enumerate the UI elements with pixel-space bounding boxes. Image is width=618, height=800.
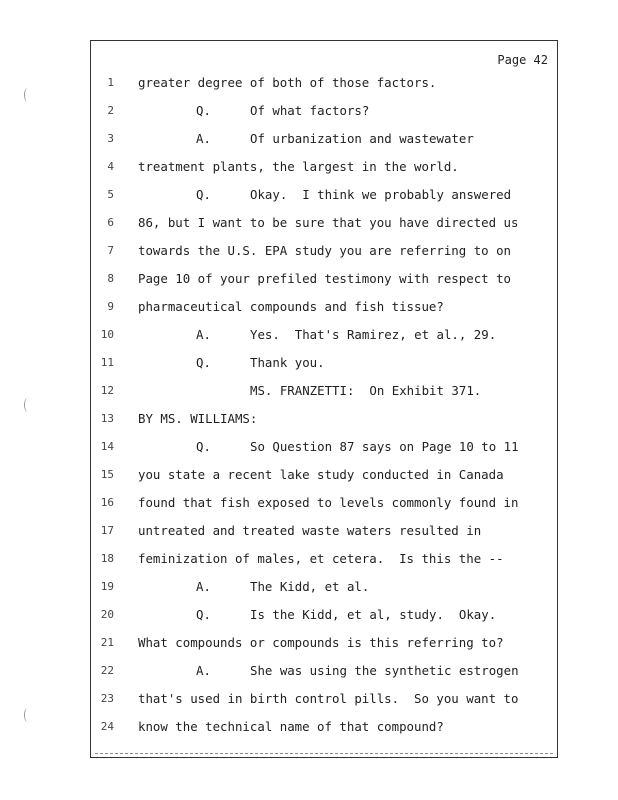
transcript-line — [0, 297, 618, 325]
line-number: 11 — [100, 356, 114, 369]
line-text: towards the U.S. EPA study you are referring to on — [138, 243, 511, 258]
line-number: 21 — [100, 636, 114, 649]
qa-line — [196, 185, 512, 205]
speaker-label: A. — [196, 579, 211, 594]
line-text: 86, but I want to be sure that you have directed us — [138, 215, 519, 230]
transcript-line — [0, 661, 618, 689]
line-number: 13 — [100, 412, 114, 425]
speaker-label: A. — [196, 663, 211, 678]
speaker-label: A. — [196, 131, 211, 146]
line-text: Thank you. — [250, 355, 325, 370]
line-number: 9 — [107, 300, 114, 313]
transcript-line — [0, 465, 618, 493]
speaker-label: Q. — [196, 187, 211, 202]
transcript-line — [0, 129, 618, 157]
line-number: 20 — [100, 608, 114, 621]
qa-line — [196, 101, 370, 121]
line-number: 15 — [100, 468, 114, 481]
qa-line — [196, 605, 497, 625]
transcript-line — [0, 241, 618, 269]
transcript-line — [0, 633, 618, 661]
line-text: know the technical name of that compound? — [138, 719, 444, 734]
line-text: BY MS. WILLIAMS: — [138, 411, 258, 426]
line-text: Of urbanization and wastewater — [250, 131, 474, 146]
line-text: She was using the synthetic estrogen — [250, 663, 519, 678]
line-text: Yes. That's Ramirez, et al., 29. — [250, 327, 497, 342]
line-number: 22 — [100, 664, 114, 677]
transcript-line — [0, 73, 618, 101]
speaker-label: A. — [196, 327, 211, 342]
speaker-label: Q. — [196, 355, 211, 370]
line-number: 8 — [107, 272, 114, 285]
line-text: pharmaceutical compounds and fish tissue? — [138, 299, 444, 314]
line-text: untreated and treated waste waters resulted in — [138, 523, 482, 538]
line-number: 7 — [107, 244, 114, 257]
line-text: Is the Kidd, et al, study. Okay. — [250, 607, 497, 622]
speaker-label: Q. — [196, 439, 211, 454]
line-number: 23 — [100, 692, 114, 705]
line-text: Okay. I think we probably answered — [250, 187, 512, 202]
transcript-line — [0, 549, 618, 577]
line-text: treatment plants, the largest in the world. — [138, 159, 459, 174]
transcript-line — [0, 577, 618, 605]
transcript-line — [0, 325, 618, 353]
transcript-line — [0, 213, 618, 241]
qa-line — [196, 325, 497, 345]
transcript-line — [0, 605, 618, 633]
line-text: So Question 87 says on Page 10 to 11 — [250, 439, 519, 454]
line-text: Page 10 of your prefiled testimony with respect to — [138, 271, 511, 286]
colloquy-text: MS. FRANZETTI: On Exhibit 371. — [250, 383, 482, 398]
line-number: 6 — [107, 216, 114, 229]
transcript-line — [0, 493, 618, 521]
line-text: you state a recent lake study conducted in Canada — [138, 467, 504, 482]
qa-line — [196, 437, 519, 457]
line-text: What compounds or compounds is this referring to? — [138, 635, 504, 650]
speaker-label: Q. — [196, 103, 211, 118]
transcript-line — [0, 409, 618, 437]
page-number: Page 42 — [497, 53, 548, 67]
line-number: 3 — [107, 132, 114, 145]
transcript-line — [0, 353, 618, 381]
speaker-label: Q. — [196, 607, 211, 622]
qa-line — [196, 661, 519, 681]
transcript-line — [0, 269, 618, 297]
line-number: 1 — [107, 76, 114, 89]
transcript-line — [0, 381, 618, 409]
transcript-line — [0, 689, 618, 717]
line-number: 12 — [100, 384, 114, 397]
line-number: 4 — [107, 160, 114, 173]
line-number: 14 — [100, 440, 114, 453]
transcript-line — [0, 101, 618, 129]
line-text: found that fish exposed to levels commonly found in — [138, 495, 519, 510]
line-text: that's used in birth control pills. So you want to — [138, 691, 519, 706]
line-number: 17 — [100, 524, 114, 537]
qa-line — [196, 353, 325, 373]
line-text: feminization of males, et cetera. Is this the -- — [138, 551, 504, 566]
line-number: 10 — [100, 328, 114, 341]
transcript-lines — [0, 73, 618, 745]
line-text: greater degree of both of those factors. — [138, 75, 437, 90]
transcript-line — [0, 717, 618, 745]
line-text: The Kidd, et al. — [250, 579, 370, 594]
line-number: 5 — [107, 188, 114, 201]
line-number: 19 — [100, 580, 114, 593]
qa-line — [196, 129, 474, 149]
transcript-line — [0, 185, 618, 213]
line-number: 16 — [100, 496, 114, 509]
line-text: Of what factors? — [250, 103, 370, 118]
line-number: 24 — [100, 720, 114, 733]
qa-line — [196, 577, 370, 597]
transcript-line — [0, 437, 618, 465]
transcript-line — [0, 521, 618, 549]
transcript-line — [0, 157, 618, 185]
line-number: 2 — [107, 104, 114, 117]
line-number: 18 — [100, 552, 114, 565]
